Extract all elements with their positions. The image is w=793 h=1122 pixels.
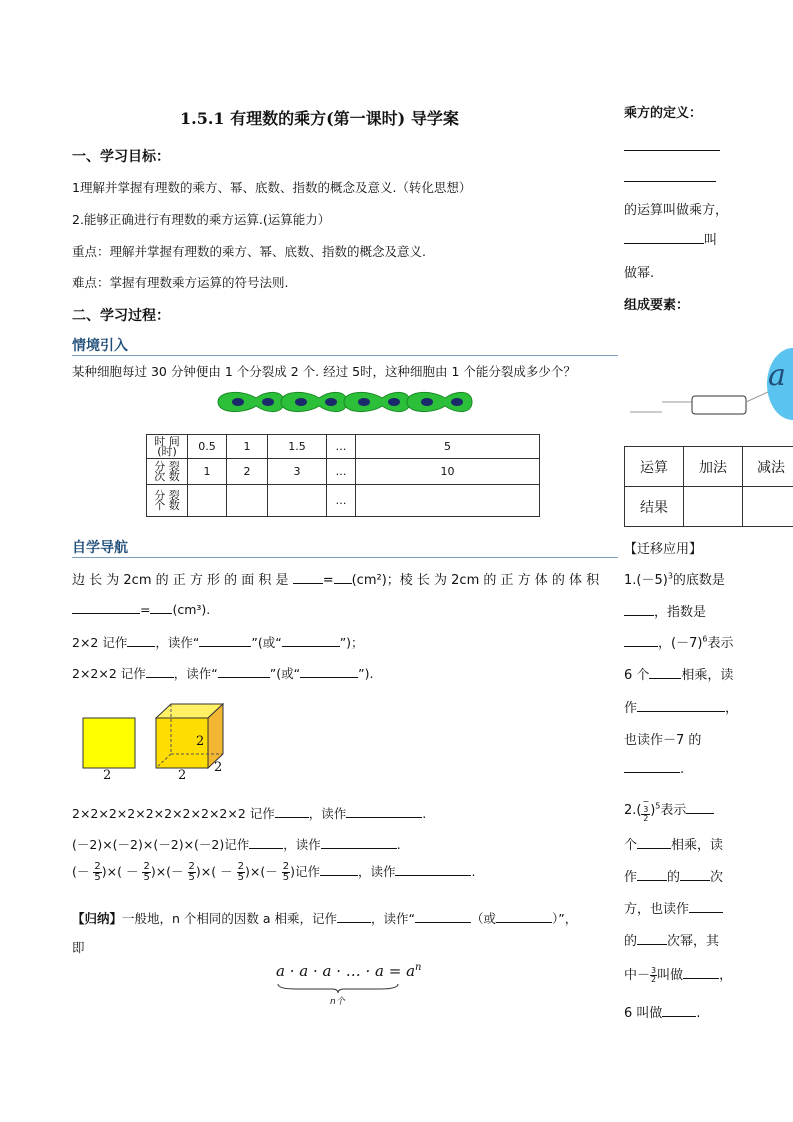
- table-cell[interactable]: [356, 485, 540, 517]
- table-cell: …: [327, 435, 356, 459]
- table-cell: 10: [356, 459, 540, 485]
- line-2x2x2: 2×2×2 记作 ，读作“ ”(或“ ”).: [72, 666, 374, 681]
- table-cell: 加法: [684, 447, 743, 487]
- line-ten-twos: 2×2×2×2×2×2×2×2×2×2 记作 ，读作 .: [72, 806, 427, 821]
- section-process-heading: 二、学习过程：: [72, 308, 170, 324]
- square-side-label: 2: [103, 768, 112, 783]
- transfer-line-8: 2.( − 3 2 )$^5$表示: [624, 798, 714, 823]
- cell-division-table: [146, 434, 540, 517]
- side-definition-title: 乘方的定义：: [624, 106, 703, 121]
- table-cell[interactable]: [268, 485, 327, 517]
- transfer-line-3: ，$(-7)^6$表示: [624, 632, 734, 651]
- table-cell: 0.5: [188, 435, 227, 459]
- base-letter-a: a: [768, 358, 786, 393]
- cube-height-label: 2: [196, 734, 205, 749]
- time-header: 时 间 (时): [147, 435, 188, 459]
- line-neg-twos: (－2)×(－2)×(－2)×(－2)记作 ，读作 .: [72, 837, 401, 852]
- table-cell: 2: [227, 459, 268, 485]
- transfer-line-11: 方，也读作: [624, 898, 723, 917]
- intro-question: 某种细胞每过 30 分钟便由 1 个分裂成 2 个. 经过 5时，这种细胞由 1 个能分裂成多少个？: [72, 364, 576, 379]
- transfer-line-4: 6 个 相乘，读: [624, 668, 734, 683]
- table-cell: 减法: [743, 447, 793, 487]
- table-cell: 3: [268, 459, 327, 485]
- cells-illustration: [214, 388, 474, 416]
- power-formula: a · a · a · … · $a = a^n$: [276, 962, 422, 980]
- difficulty: 难点：掌握有理数乘方运算的符号法则.: [72, 275, 289, 290]
- section-goals-heading: 一、学习目标：: [72, 149, 170, 165]
- table-cell: 1: [188, 459, 227, 485]
- table-cell[interactable]: [684, 487, 743, 527]
- side-blank[interactable]: [624, 150, 720, 151]
- split-count-header: 分 裂 次 数: [147, 459, 188, 485]
- transfer-line-7: .: [624, 760, 684, 777]
- table-cell: 1: [227, 435, 268, 459]
- transfer-line-2: ，指数是: [624, 601, 706, 620]
- self-study-divider: [72, 557, 618, 558]
- side-def-line2: 叫: [624, 229, 717, 248]
- key-point: 重点：理解并掌握有理数的乘方、幂、底数、指数的概念及意义.: [72, 244, 426, 259]
- square-area-line: 边 长 为 2cm 的 正 方 形 的 面 积 是 = (cm²)；棱 长 为 2cm 的 正 方 体 的 体 积: [72, 573, 600, 588]
- side-def-text3: 做幂.: [624, 266, 655, 281]
- transfer-line-12: 的 次幂，其: [624, 934, 720, 949]
- summary-line: 【归纳】一般地，n 个相同的因数 a 相乘，记作 ，读作“ （或 ）”，: [72, 911, 578, 926]
- intro-heading: 情境引入: [72, 338, 128, 354]
- side-def-text1: 的运算叫做乘方，: [624, 203, 729, 218]
- cube-volume-line: = (cm³).: [72, 601, 210, 617]
- transfer-line-13: 中－ $\frac{3}{2}$ 叫做 ，: [624, 966, 733, 984]
- intro-divider: [72, 355, 618, 356]
- transfer-line-1: $1.(-5)^3$的底数是: [624, 571, 725, 588]
- brace-label: n个: [330, 997, 345, 1007]
- line-neg-fractions: (－ $\frac{2}{5}$ )×( － $\frac{2}{5}$ )×(－ $\frac{2}{5}$ )×( － $\frac{2}{5}$ )×(－ $\frac{2}{5}$ )记作 ，读作 .: [72, 861, 476, 883]
- page-title: 1.5.1 有理数的乘方(第一课时) 导学案: [180, 109, 459, 128]
- transfer-line-14: 6 叫做 .: [624, 1006, 701, 1021]
- goal-1: 1理解并掌握有理数的乘方、幂、底数、指数的概念及意义.（转化思想）: [72, 180, 472, 195]
- transfer-line-9: 个 相乘，读: [624, 838, 724, 853]
- table-cell: 5: [356, 435, 540, 459]
- transfer-line-5: 作 ，: [624, 701, 739, 716]
- side-blank[interactable]: [624, 181, 716, 182]
- cube-bottom-label: 2: [178, 768, 187, 783]
- transfer-heading: 【迁移应用】: [624, 542, 703, 557]
- side-components-title: 组成要素：: [624, 298, 690, 313]
- self-study-heading: 自学导航: [72, 540, 128, 556]
- table-cell: 运算: [625, 447, 684, 487]
- cell-count-header: 分 裂 个 数: [147, 485, 188, 517]
- table-cell[interactable]: [188, 485, 227, 517]
- operation-table: [624, 446, 793, 527]
- table-cell: 1.5: [268, 435, 327, 459]
- table-cell: …: [327, 485, 356, 517]
- line-2x2: 2×2 记作 ，读作“ ”(或“ ”)；: [72, 635, 364, 650]
- transfer-line-6: 也读作－7 的: [624, 733, 702, 748]
- table-cell[interactable]: [743, 487, 793, 527]
- brace-icon: [276, 982, 400, 994]
- goal-2: 2.能够正确进行有理数的乘方运算.(运算能力）: [72, 212, 331, 227]
- transfer-line-10: 作 的 次: [624, 870, 724, 885]
- table-cell: …: [327, 459, 356, 485]
- cube-depth-label: 2: [214, 760, 223, 775]
- table-cell[interactable]: [227, 485, 268, 517]
- table-cell: 结果: [625, 487, 684, 527]
- summary-ji: 即: [72, 940, 85, 955]
